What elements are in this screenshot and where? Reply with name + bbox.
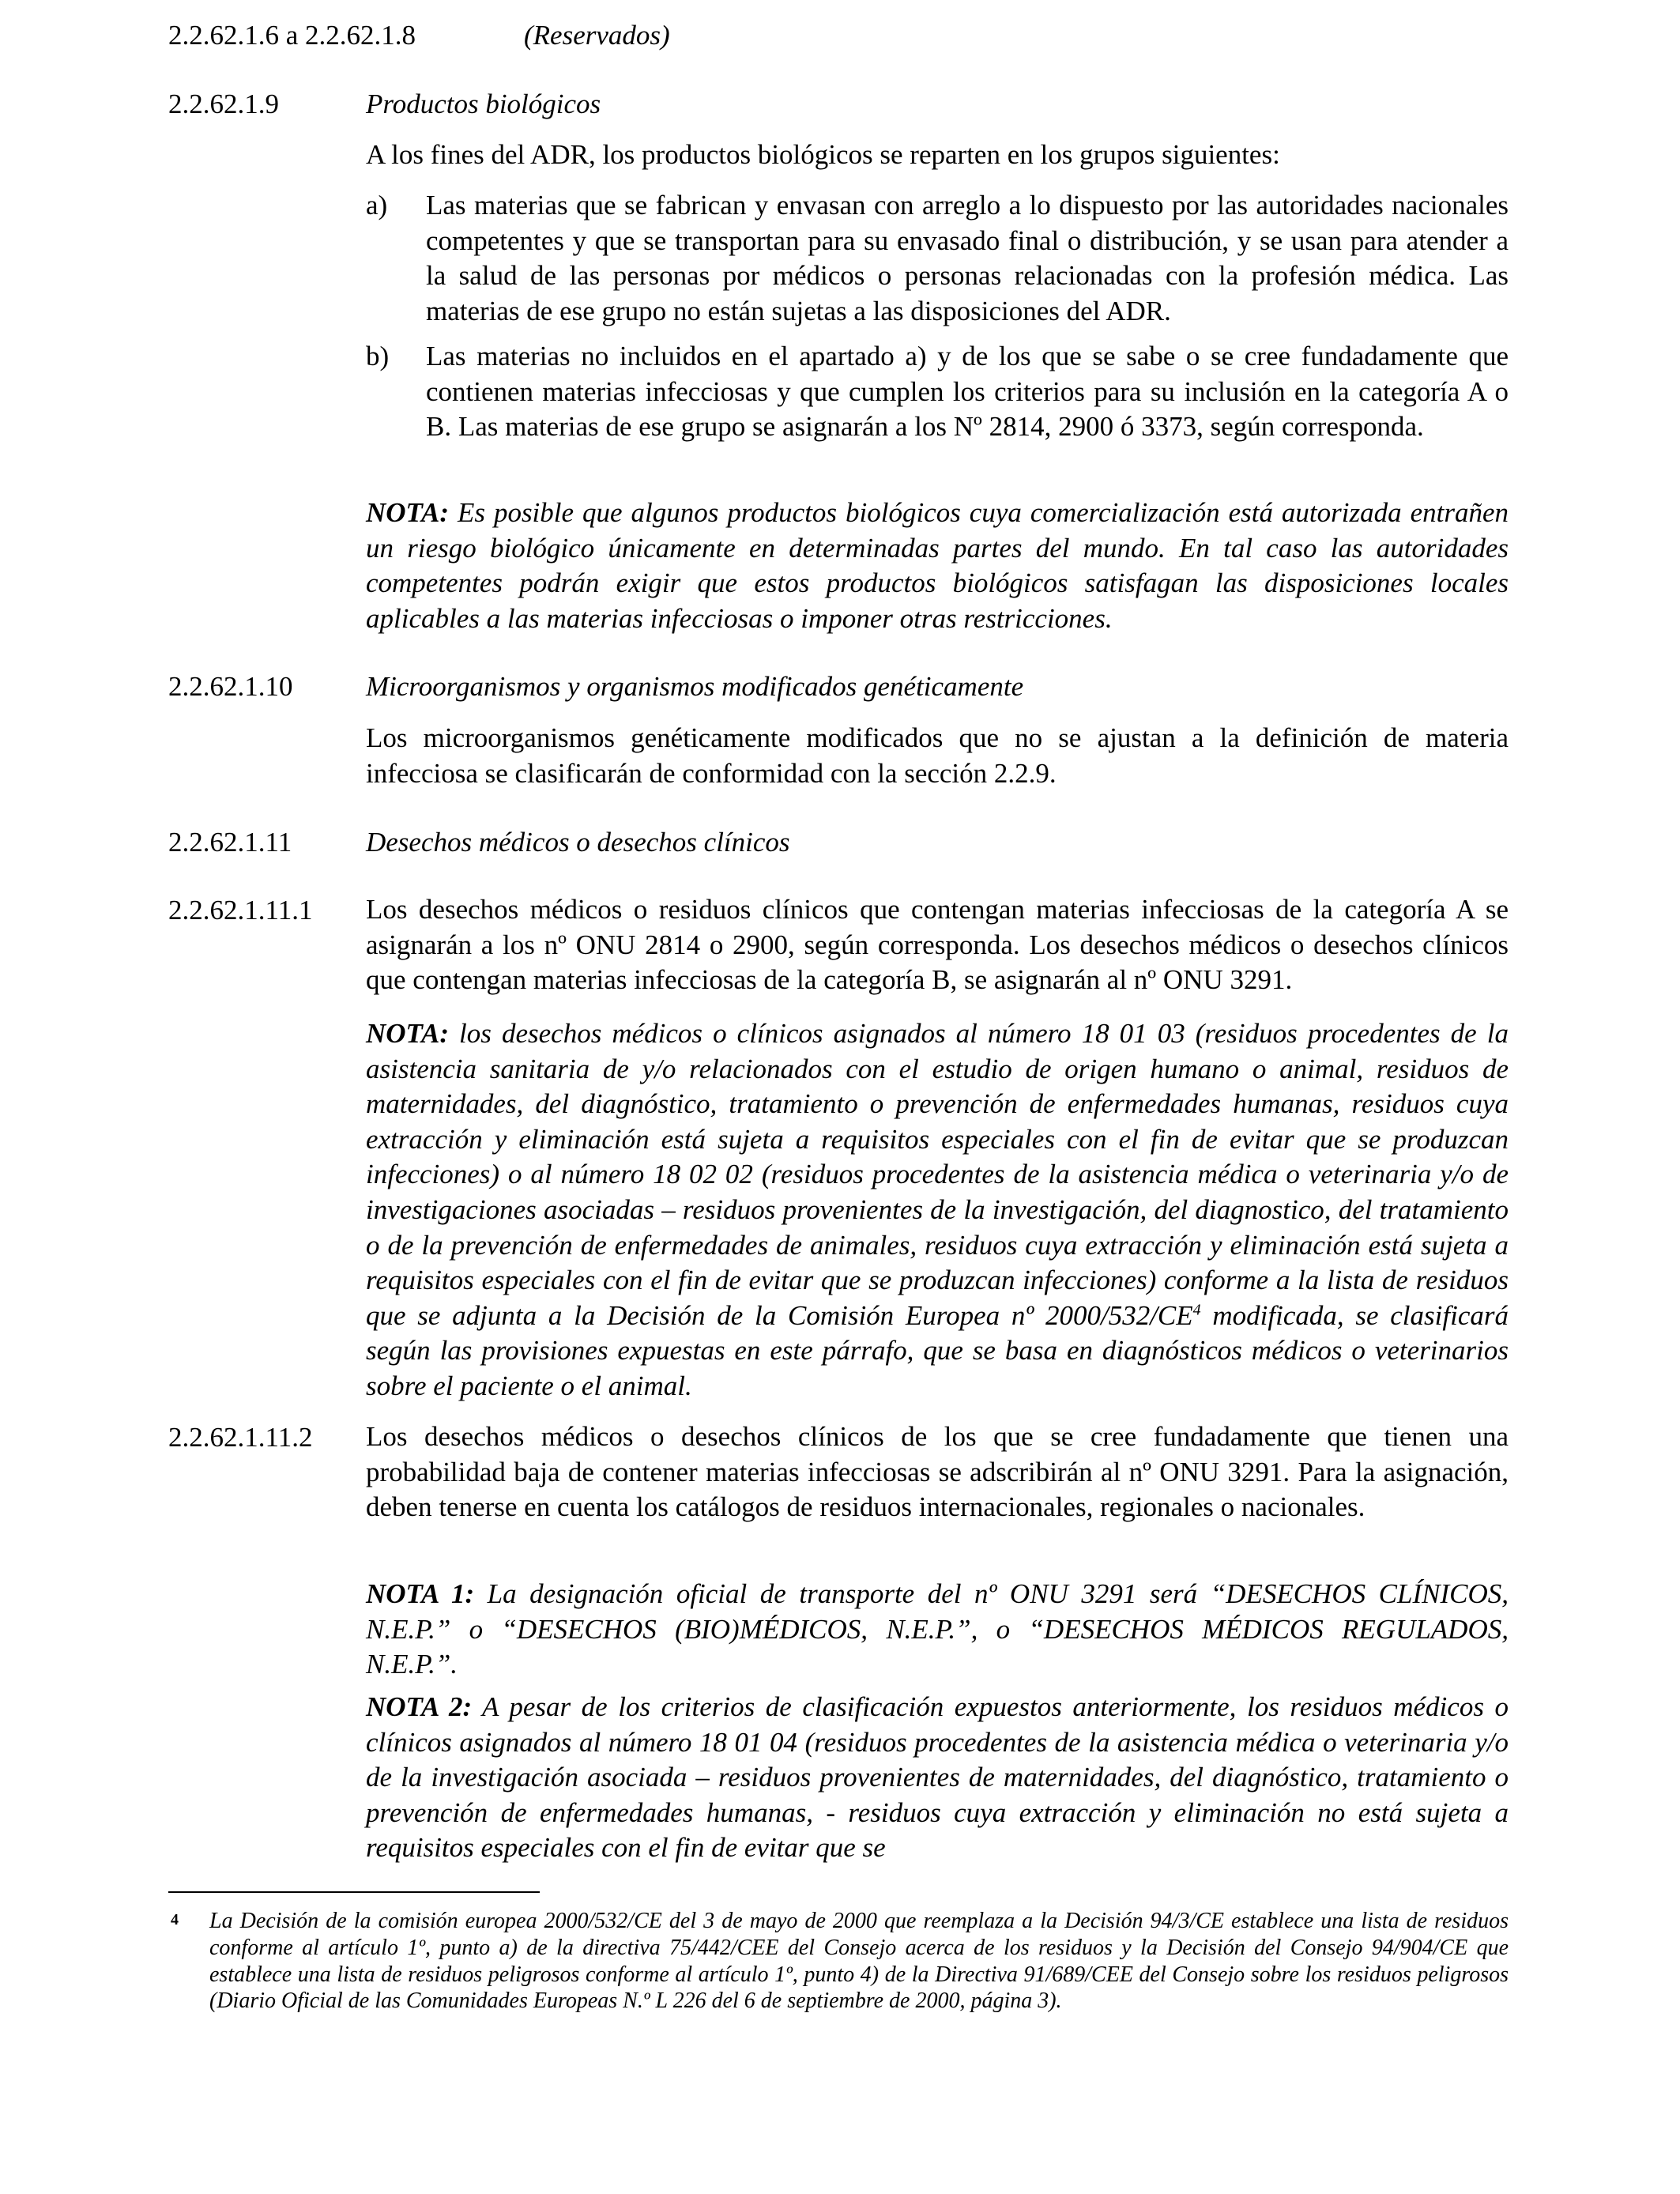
section-title: Desechos médicos o desechos clínicos [366,827,790,858]
paragraph: Los microorganismos genéticamente modificados que no se ajustan a la definición de materia infecciosa se clasificarán de conformidad con la sección 2.2.9. [366,722,1509,789]
list-marker: b) [366,341,390,371]
note [366,1577,1509,1683]
section-number: 2.2.62.1.11 [168,827,292,858]
note [366,1016,1509,1404]
note-label: NOTA 1: [366,1578,475,1609]
footnote-reference: 4 [1192,1301,1201,1319]
note-label: NOTA: [366,497,449,528]
note-text: modificada, se clasificará según las provisiones expuestas en este párrafo, que se basa en diagnósticos médicos o veterinarios sobre el paciente o el animal. [366,1299,1509,1401]
note [366,496,1509,636]
footnote-marker: 4 [171,1911,179,1928]
footnote-text: La Decisión de la comisión europea 2000/532/CE del 3 de mayo de 2000 que reemplaza a la Decisión 94/3/CE establece una lista de residuos conforme al artículo 1º, punto a) de la directiva 75/442/CEE del Consejo acerca de los residuos y la Decisión del Consejo 94/904/CE que establece una lista de residuos peligrosos conforme al artículo 1º, punto 4) de la Directiva 91/689/CEE del Consejo sobre los residuos peligrosos (Diario Oficial de las Comunidades Europeas N.º L 226 del 6 de septiembre de 2000, página 3). [209,1909,1509,2014]
list-marker: a) [366,190,388,221]
section-title: (Reservados) [524,20,670,51]
section-number: 2.2.62.1.9 [168,89,279,119]
note-label: NOTA: [366,1018,449,1049]
note-label: NOTA 2: [366,1691,473,1722]
paragraph: Los desechos médicos o desechos clínicos de los que se cree fundadamente que tienen una probabilidad baja de contener materias infecciosas se adscribirán al nº ONU 3291. Para la asignación, deben tenerse en cuenta los catálogos de residuos internacionales, regionales o nacionales. [366,1421,1509,1523]
section-number: 2.2.62.1.11.2 [168,1422,313,1453]
section-title: Microorganismos y organismos modificados genéticamente [366,671,1024,702]
note-text: A pesar de los criterios de clasificación expuestos anteriormente, los residuos médicos o clínicos asignados al número 18 01 04 (residuos procedentes de la asistencia médica o veterinaria y/o de la investigación asociada – residuos provenientes de maternidades, del diagnóstico, tratamiento o prevención de enfermedades humanas, - residuos cuya extracción y eliminación no está sujeta a requisitos especiales con el fin de evitar que se [366,1691,1509,1864]
section-number: 2.2.62.1.6 a 2.2.62.1.8 [168,20,416,51]
note-text: Es posible que algunos productos biológicos cuya comercialización está autorizada entrañen un riesgo biológico únicamente en determinadas partes del mundo. En tal caso las autoridades competentes podrán exigir que estos productos biológicos satisfagan las disposiciones locales aplicables a las materias infecciosas o imponer otras restricciones. [366,497,1509,634]
note-text: La designación oficial de transporte del nº ONU 3291 será “DESECHOS CLÍNICOS, N.E.P.” o “DESECHOS (BIO)MÉDICOS, N.E.P.”, o “DESECHOS MÉDICOS REGULADOS, N.E.P.”. [366,1578,1509,1680]
section-number: 2.2.62.1.10 [168,671,293,702]
note-text: los desechos médicos o clínicos asignados al número 18 01 03 (residuos procedentes de la asistencia sanitaria de y/o relacionados con el estudio de origen humano o animal, residuos de maternidades, del diagnóstico, tratamiento o prevención de enfermedades humanas, residuos cuya extracción y eliminación está sujeta a requisitos especiales con el fin de evitar que se produzcan infecciones) o al número 18 02 02 (residuos procedentes de la asistencia médica o veterinaria y/o de investigaciones asociadas – residuos provenientes de la investigación, del diagnostico, del tratamiento o de la prevención de enfermedades de animales, residuos cuya extracción y eliminación está sujeta a requisitos especiales con el fin de evitar que se produzcan infecciones) conforme a la lista de residuos que se adjunta a la Decisión de la Comisión Europea nº 2000/532/CE [366,1018,1509,1331]
paragraph: A los fines del ADR, los productos biológicos se reparten en los grupos siguientes: [366,139,1280,170]
section-title: Productos biológicos [366,89,601,119]
list-item-text: Las materias que se fabrican y envasan con arreglo a lo dispuesto por las autoridades nacionales competentes y que se transportan para su envasado final o distribución, y se usan para atender a la salud de las personas por médicos o personas relacionadas con la profesión médica. Las materias de ese grupo no están sujetas a las disposiciones del ADR. [426,190,1509,326]
footnote-separator [168,1891,540,1893]
section-number: 2.2.62.1.11.1 [168,895,313,925]
list-item-text: Las materias no incluidos en el apartado a) y de los que se sabe o se cree fundadamente que contienen materias infecciosas y que cumplen los criterios para su inclusión en la categoría A o B. Las materias de ese grupo se asignarán a los Nº 2814, 2900 ó 3373, según corresponda. [426,341,1509,443]
paragraph: Los desechos médicos o residuos clínicos que contengan materias infecciosas de la categoría A se asignarán a los nº ONU 2814 o 2900, según corresponda. Los desechos médicos o desechos clínicos que contengan materias infecciosas de la categoría B, se asignarán al nº ONU 3291. [366,894,1509,996]
note [366,1690,1509,1866]
